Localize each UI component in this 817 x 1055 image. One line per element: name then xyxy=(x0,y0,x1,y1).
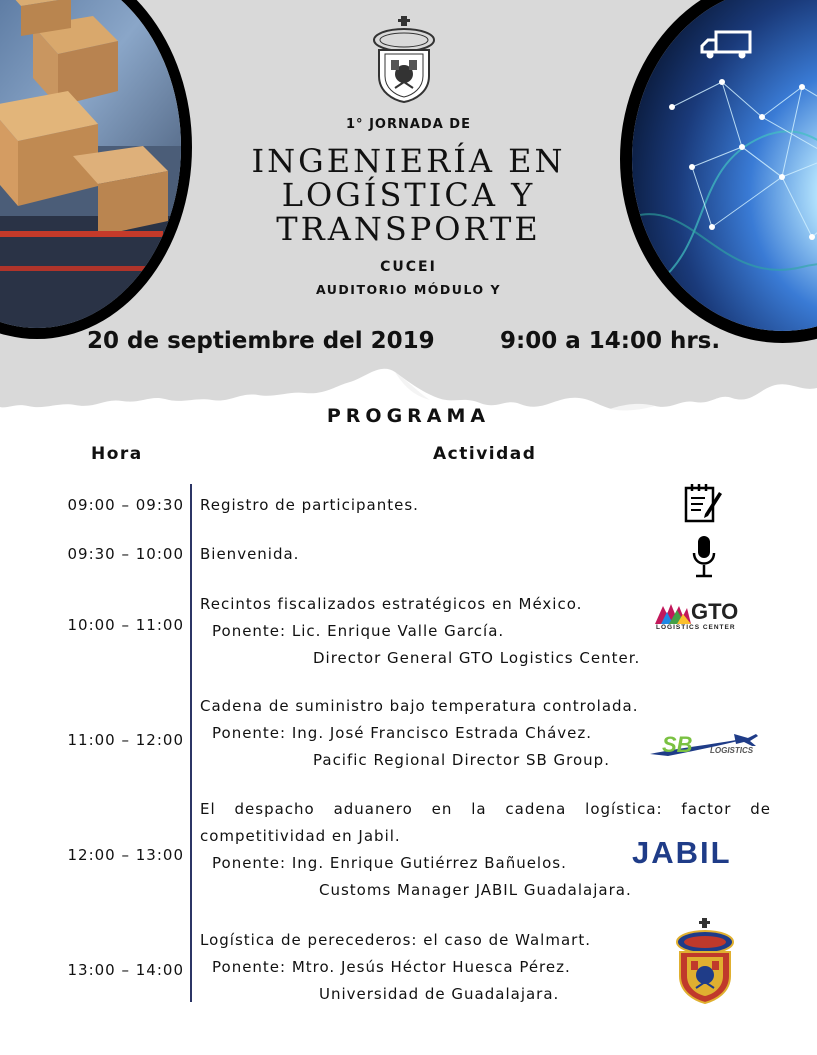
program-title: PROGRAMA xyxy=(326,405,491,427)
microphone-icon xyxy=(692,535,716,579)
row-4-activity-title: Cadena de suministro bajo temperatura controlada. xyxy=(200,697,639,715)
row-5-speaker: Ponente: Ing. Enrique Gutiérrez Bañuelos. xyxy=(212,854,567,872)
row-5-speaker-role: Customs Manager JABIL Guadalajara. xyxy=(319,881,632,899)
row-4-speaker-role: Pacific Regional Director SB Group. xyxy=(313,751,610,769)
event-kicker: 1° JORNADA DE xyxy=(346,117,471,132)
event-title-line-2: LOGÍSTICA Y xyxy=(281,176,536,214)
gto-logo-subtext: LOGISTICS CENTER xyxy=(656,624,736,631)
event-title-line-1: INGENIERÍA EN xyxy=(251,142,566,180)
sb-logistics-logo xyxy=(648,732,760,760)
gto-logo-text: GTO xyxy=(691,599,739,624)
row-3-activity-title: Recintos fiscalizados estratégicos en México. xyxy=(200,595,583,613)
row-3-hour: 10:00 – 11:00 xyxy=(67,616,184,634)
row-2-activity: Bienvenida. xyxy=(200,545,300,563)
row-4-hour: 11:00 – 12:00 xyxy=(67,731,184,749)
row-5-activity-title-cont: competitividad en Jabil. xyxy=(200,827,401,845)
timeline-divider xyxy=(190,484,192,1002)
venue-name: AUDITORIO MÓDULO Y xyxy=(315,282,501,297)
university-crest-icon xyxy=(371,16,437,104)
event-title-line-3: TRANSPORTE xyxy=(276,210,541,248)
gto-logistics-logo xyxy=(655,600,750,634)
notepad-icon xyxy=(683,482,723,524)
column-header-activity: Actividad xyxy=(433,444,537,464)
column-header-hour: Hora xyxy=(91,444,143,464)
row-5-activity-title: El despacho aduanero en la cadena logística: factor de xyxy=(200,800,771,818)
row-1-activity: Registro de participantes. xyxy=(200,496,419,514)
row-2-hour: 09:30 – 10:00 xyxy=(67,545,184,563)
row-5-hour: 12:00 – 13:00 xyxy=(67,846,184,864)
event-date: 20 de septiembre del 2019 xyxy=(87,328,435,354)
row-3-speaker: Ponente: Lic. Enrique Valle García. xyxy=(212,622,505,640)
jabil-logo: JABIL xyxy=(632,835,732,870)
row-6-activity-title: Logística de perecederos: el caso de Walmart. xyxy=(200,931,591,949)
sb-logo-text: SB xyxy=(662,732,693,757)
row-6-hour: 13:00 – 14:00 xyxy=(67,961,184,979)
event-time: 9:00 a 14:00 hrs. xyxy=(500,328,721,354)
organization-name: CUCEI xyxy=(380,259,437,275)
row-1-hour: 09:00 – 09:30 xyxy=(67,496,184,514)
row-4-speaker: Ponente: Ing. José Francisco Estrada Chávez. xyxy=(212,724,593,742)
sb-logo-subtext: LOGISTICS xyxy=(710,746,754,755)
row-6-speaker: Ponente: Mtro. Jesús Héctor Huesca Pérez. xyxy=(212,958,571,976)
row-6-speaker-role: Universidad de Guadalajara. xyxy=(319,985,560,1003)
row-3-speaker-role: Director General GTO Logistics Center. xyxy=(313,649,641,667)
udg-crest-logo xyxy=(674,918,736,1004)
